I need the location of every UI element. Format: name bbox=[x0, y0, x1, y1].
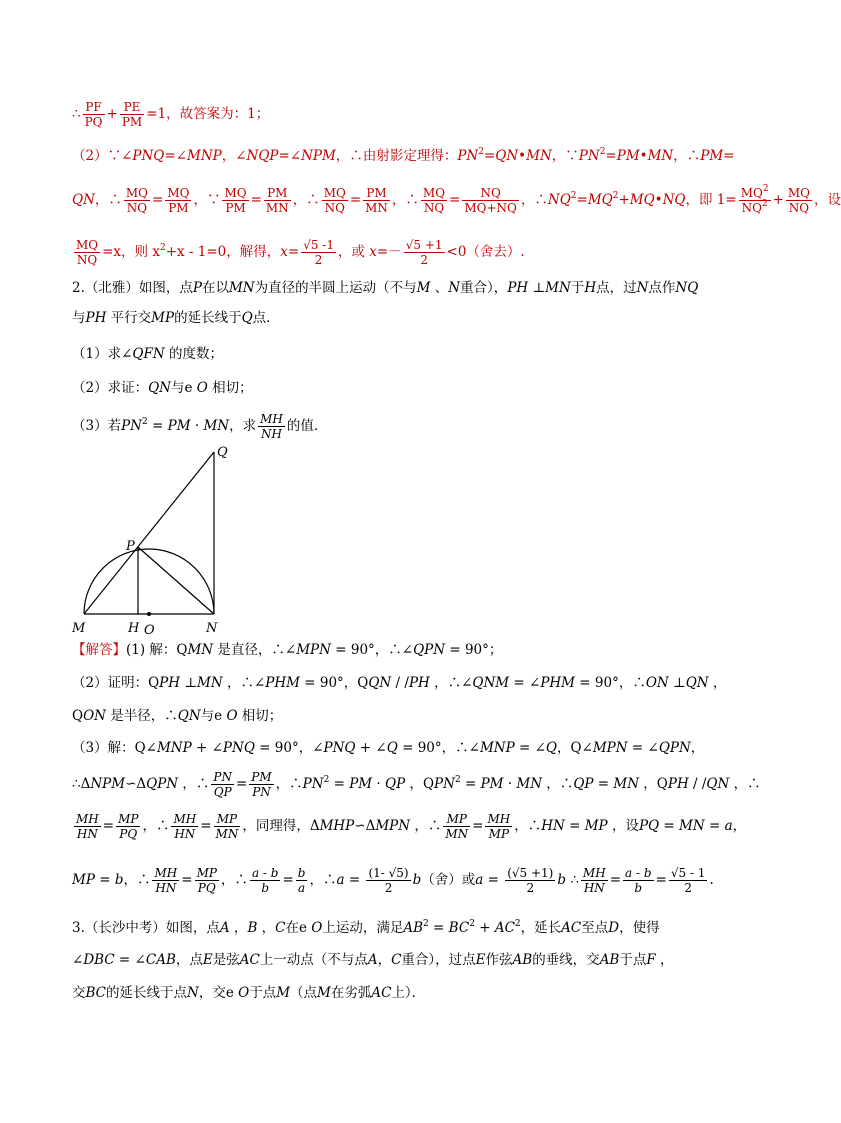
question-3-line-1: 3.（长沙中考）如图，点A ，B ，C在e O上运动，满足$AB^2 = BC^2 + AC^2$，延长AC至点D，使得 bbox=[72, 919, 660, 936]
answer-line-5: ∴ΔNPM∽ΔQPN ，∴ $\frac{PN}{QP}$ = $\frac{PM}{PN}$ ，$\therefore PN^2$ = PM · QP ，$QPN^2$ = PM · MN ，∴QP = MN ，QPH / /QN ，∴ bbox=[72, 770, 761, 799]
solution-line-2: （2）∵∠PNQ=∠MNP，∠NQP=∠NPM，∴由射影定理得：$PN^2=QN•MN$，$\because PN^2=PM•MN$，∴PM= bbox=[72, 147, 735, 164]
solution-line-1: ∴ $\frac{PF}{PQ}$ + $\frac{PE}{PM}$ =1，故答案为：1； bbox=[72, 100, 270, 129]
question-3-line-2: ∠DBC = ∠CAB，点E是弦AC上一动点（不与点A，C重合），过点E作弦AB的垂线，交AB于点F ， bbox=[72, 952, 674, 968]
label-p: P bbox=[126, 539, 135, 554]
question-2-title: 2.（北雅）如图，点P在以MN为直径的半圆上运动（不与M 、N重合），PH ⊥MN于H点，过N点作NQ bbox=[72, 280, 699, 296]
label-m: M bbox=[72, 621, 86, 636]
center-point-o bbox=[147, 612, 151, 616]
label-n: N bbox=[206, 621, 218, 636]
geometry-figure bbox=[66, 444, 226, 644]
answer-line-3: QON 是半径，∴QN与e O 相切； bbox=[72, 708, 283, 724]
solution-line-3: QN，∴ $\frac{MQ}{NQ}$ = $\frac{MQ}{PM}$ ，∵ $\frac{MQ}{PM}$ = $\frac{PM}{MN}$ ，∴ $\frac{MQ}{NQ}$ = $\frac{PM}{MN}$ ，∴ $\frac{MQ}{NQ}$ = $\frac{NQ}{MQ+NQ}$ ，$\therefore NQ^2=MQ^2+MQ•NQ$，即 1= $\frac{MQ^2}{NQ^2}$ + $\frac{MQ}{NQ}$ ，设 bbox=[72, 184, 841, 215]
segment-pn bbox=[138, 547, 214, 614]
question-2-sub3: （3）若$PN^2$ = PM · MN，求 $\frac{MH}{NH}$ 的值． bbox=[72, 412, 328, 441]
answer-line-7: MP = b，∴ $\frac{MH}{HN}$ = $\frac{MP}{PQ}$ ，∴ $\frac{a - b}{b}$ = $\frac{b}{a}$ ，∴a = $\frac{(1- √5)}{2}$ b（舍）或a = $\frac{(√5 +1)}{2}$ b ∴ $\frac{MH}{HN}$ = $\frac{a - b}{b}$ = $\frac{√5 - 1}{2}$ . bbox=[72, 866, 714, 895]
question-3-line-3: 交BC的延长线于点N，交e O于点M（点M在劣弧AC上）． bbox=[72, 985, 426, 1001]
question-2-sub1: （1）求∠QFN 的度数； bbox=[72, 346, 223, 362]
answer-line-2: （2）证明：QPH ⊥MN ，∴∠PHM = 90°，QQN / /PH ，∴∠QNM = ∠PHM = 90°，∴ON ⊥QN ， bbox=[72, 675, 727, 691]
question-2-title-cont: 与PH 平行交MP的延长线于Q点． bbox=[72, 310, 280, 326]
line-mq bbox=[84, 452, 214, 614]
answer-line-4: （3）解：Q∠MNP + ∠PNQ = 90°，∠PNQ + ∠Q = 90°，∴∠MNP = ∠Q，Q∠MPN = ∠QPN， bbox=[72, 740, 705, 756]
question-2-sub2: （2）求证：QN与e O 相切； bbox=[72, 380, 253, 396]
label-q: Q bbox=[217, 445, 228, 460]
answer-line-6: $\frac{MH}{HN}$ = $\frac{MP}{PQ}$ ，∴ $\frac{MH}{HN}$ = $\frac{MP}{MN}$ ，同理得，ΔMHP∽ΔMPN ，∴ $\frac{MP}{MN}$ = $\frac{MH}{MP}$ ，∴HN = MP ，设PQ = MN = a， bbox=[76, 812, 747, 841]
label-h: H bbox=[128, 621, 140, 636]
semicircle-arc bbox=[84, 549, 214, 614]
solution-line-4: $\frac{MQ}{NQ}$ =x，则 $x^2+x - 1=0$，解得，x= $\frac{√5 -1}{2}$ ，或 x=－ $\frac{√5 +1}{2}$ <0（舍去）. bbox=[76, 238, 525, 267]
answer-line-1: 【解答】(1) 解：QMN 是直径，∴∠MPN = 90°，∴∠QPN = 90°； bbox=[72, 642, 503, 658]
label-o: O bbox=[144, 623, 155, 638]
